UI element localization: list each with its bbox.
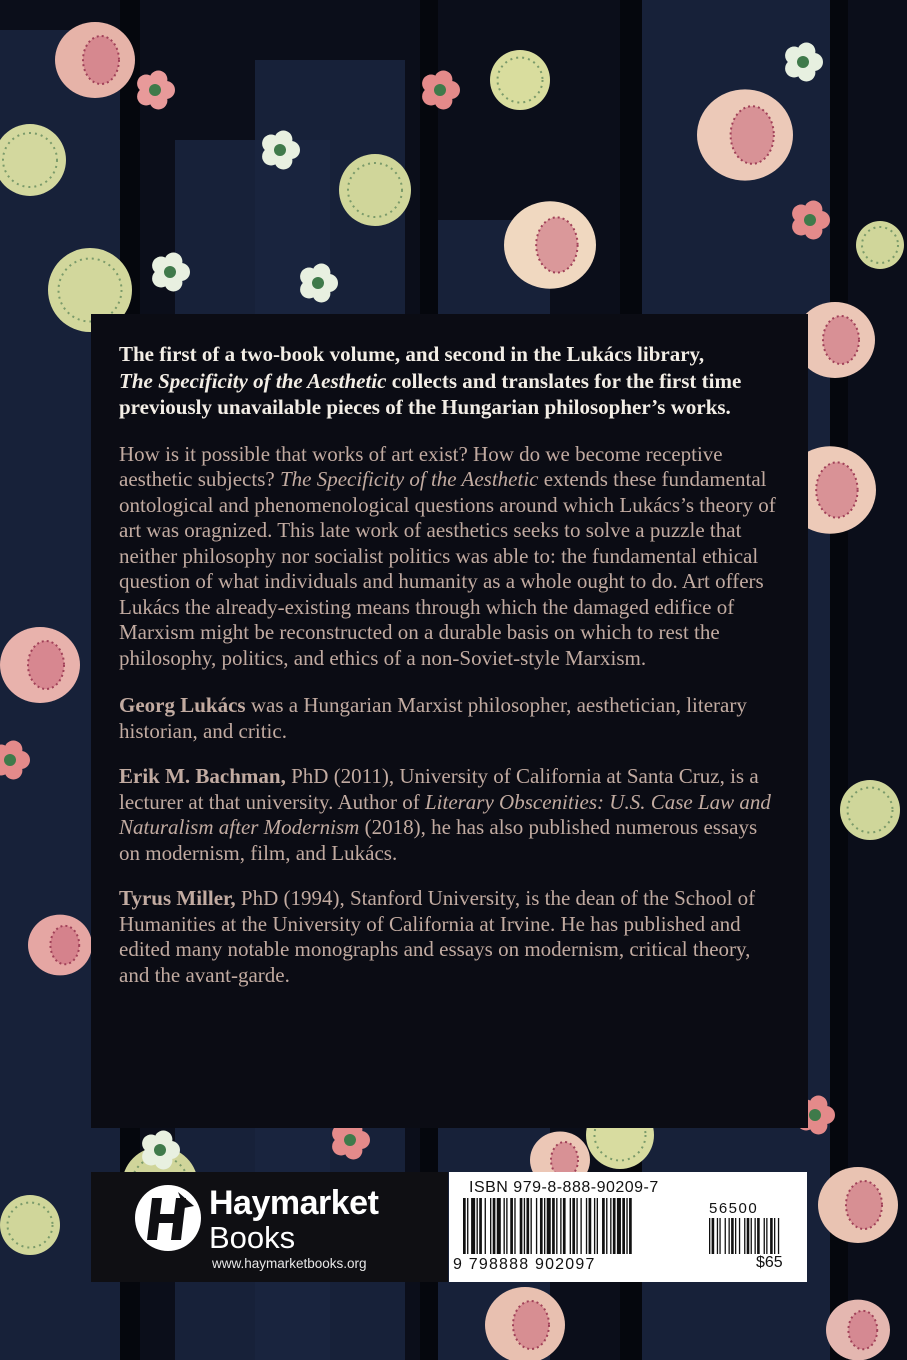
bio-lukacs — [119, 693, 781, 744]
bio-bachman-name: Erik M. Bachman, — [119, 764, 286, 788]
isbn-label: ISBN 979-8-888-90209-7 — [469, 1179, 659, 1196]
bio-miller-name: Tyrus Miller, — [119, 886, 236, 910]
publisher-url: www.haymarketbooks.org — [212, 1256, 367, 1271]
description-panel — [91, 314, 808, 1128]
pomegranate-motif — [504, 201, 596, 288]
lead-book-title: The Specificity of the Aesthetic — [119, 368, 387, 393]
bio-bachman — [119, 764, 781, 866]
bio-lukacs-text: was a Hungarian Marxist philosopher, aesthetician, literary historian, and critic. — [119, 693, 747, 743]
fruit-motif — [840, 780, 900, 840]
barcode-addon-digits: 56500 — [709, 1200, 759, 1217]
lead-rest: collects and translates for the first time previously unavailable pieces of the Hungarian philosopher’s works. — [119, 368, 742, 419]
fruit-motif — [339, 154, 411, 226]
bio-miller-text: PhD (1994), Stanford University, is the dean of the School of Humanities at the University of California at Irvine. He has published and edited many notable monographs and essays on modernism, critical theory, and the avant-garde. — [119, 886, 756, 987]
fruit-motif — [490, 50, 550, 110]
pomegranate-motif — [818, 1167, 898, 1243]
bio-bachman-text-2: (2018), he has also published numerous essays on modernism, film, and Lukács. — [119, 815, 758, 865]
bio-lukacs-name: Georg Lukács — [119, 693, 246, 717]
fruit-motif — [0, 1195, 60, 1255]
bio-bachman-text: PhD (2011), University of California at Santa Cruz, is a lecturer at that university. Author of — [119, 764, 759, 814]
isbn-barcode — [449, 1172, 807, 1282]
publisher-name-line-2: Books — [209, 1220, 296, 1255]
description-part-2: extends these fundamental ontological and phenomenological questions around which Lukács’s theory of art was oragnized. This late work of aesthetics seeks to solve a puzzle that neither philosophy nor socialist politics was able to: the fundamental ethical question of what individuals and humanity as a whole ought to do. Art offers Lukács the already-existing means through which the damaged edifice of Marxism might be reconstructed on a durable basis on which to rest the philosophy, politics, and ethics of a non-Soviet-style Marxism. — [119, 467, 776, 670]
price: $65 — [756, 1254, 783, 1271]
pomegranate-motif — [485, 1287, 565, 1360]
bio-miller — [119, 886, 781, 988]
description-paragraph — [119, 442, 781, 672]
pomegranate-motif — [826, 1300, 890, 1360]
bio-bachman-book: Literary Obscenities: U.S. Case Law and Naturalism after Modernism — [119, 789, 771, 839]
haymarket-h-logo-icon — [134, 1184, 202, 1252]
lead-line: The first of a two-book volume, and second in the Lukács library, — [119, 342, 705, 366]
barcode-ean-digits: 9 798888 902097 — [453, 1256, 596, 1273]
publisher-name-line-1: Haymarket — [209, 1184, 379, 1222]
pomegranate-motif — [697, 89, 793, 180]
description-part-1: How is it possible that works of art exist? How do we become receptive aesthetic subjects? — [119, 441, 723, 491]
publisher-logo-block — [91, 1172, 448, 1282]
fruit-motif — [856, 221, 904, 269]
pomegranate-motif — [0, 627, 80, 703]
pomegranate-motif — [55, 22, 135, 98]
lead-paragraph — [119, 341, 781, 421]
pomegranate-motif — [28, 915, 92, 976]
description-book-title: The Specificity of the Aesthetic — [279, 467, 539, 491]
